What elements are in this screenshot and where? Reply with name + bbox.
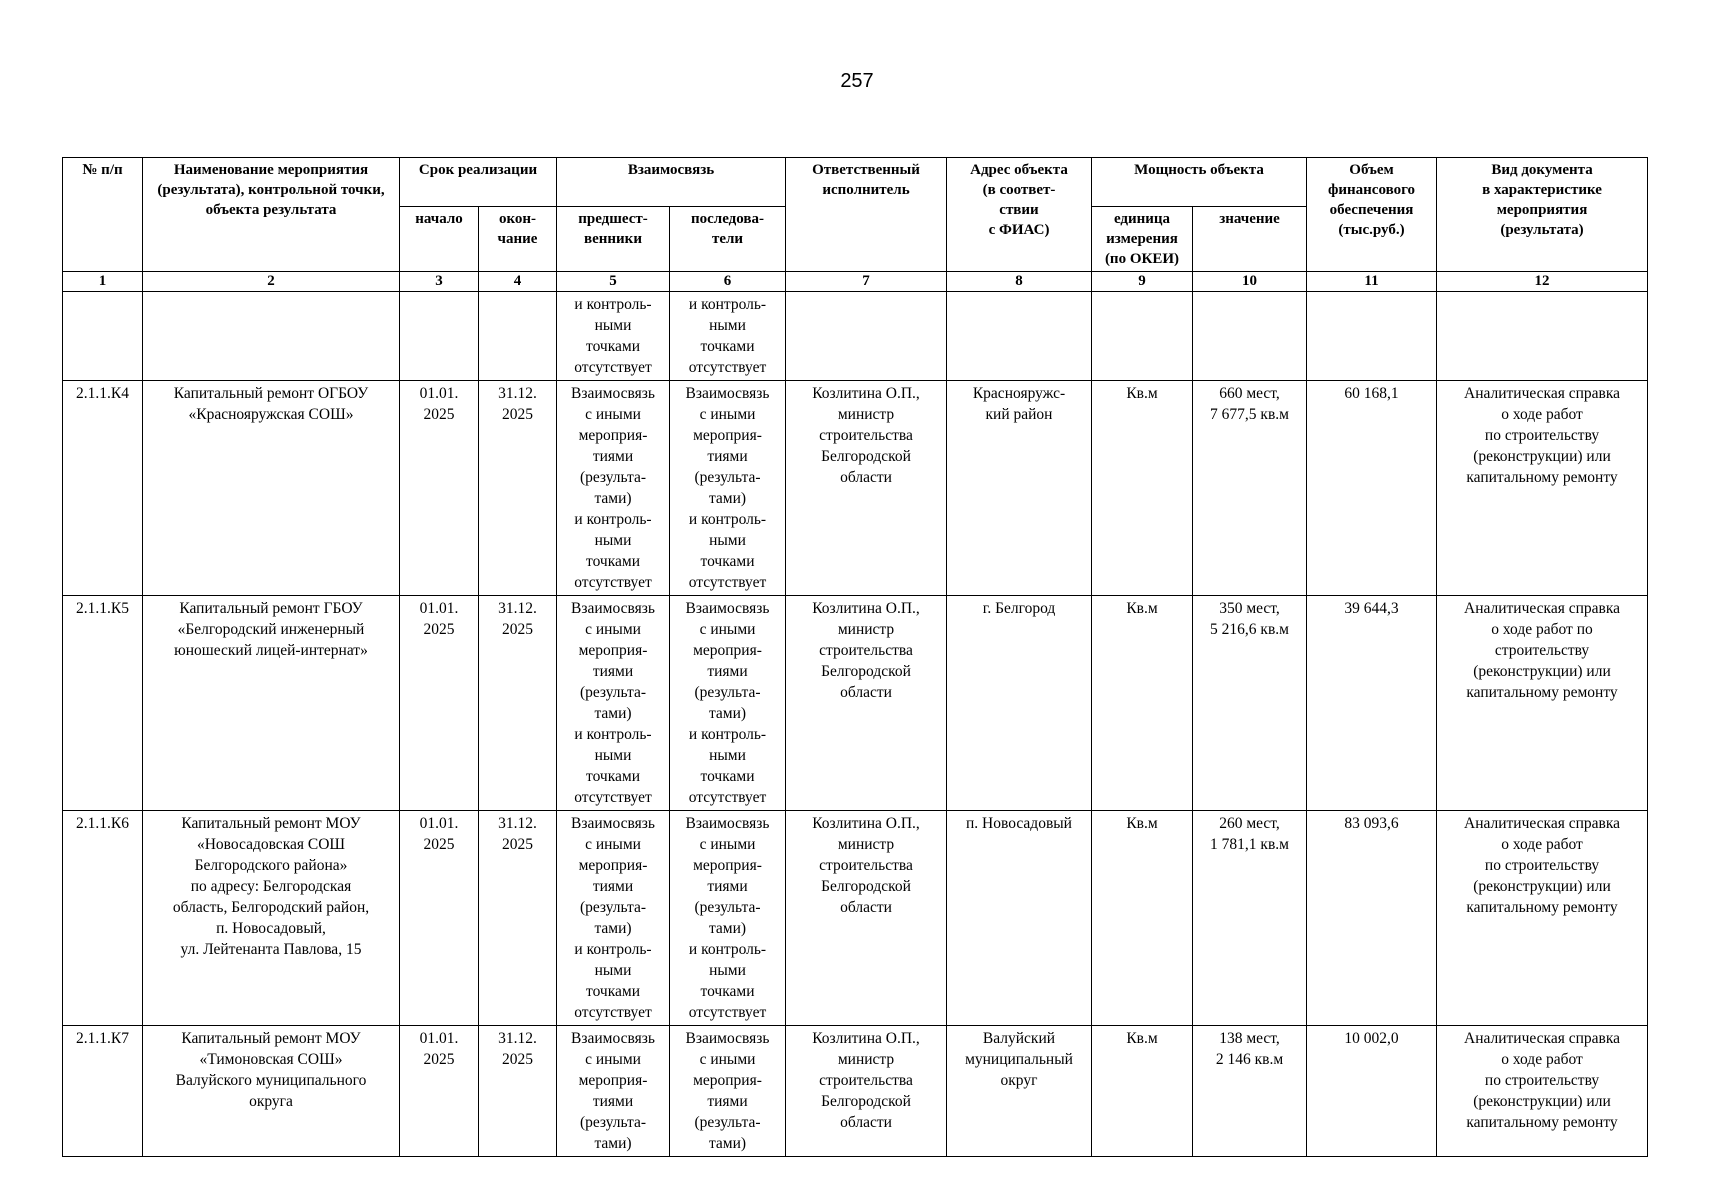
cell-end: 31.12. 2025: [479, 1026, 557, 1157]
cell-empty: [1307, 292, 1437, 381]
column-number-12: 12: [1437, 272, 1648, 292]
cell-predecessors: Взаимосвязь с иными мероприя- тиями (результа- тами): [557, 1026, 670, 1157]
cell-executor: Козлитина О.П., министр строительства Белгородской области: [786, 596, 947, 811]
header-unit: единица измерения (по ОКЕИ): [1092, 207, 1193, 272]
cell-finance: 83 093,6: [1307, 811, 1437, 1026]
cell-predecessors: и контроль- ными точками отсутствует: [557, 292, 670, 381]
cell-address: Валуйский муниципальный округ: [947, 1026, 1092, 1157]
table-row: [63, 811, 1648, 1026]
table-row: [63, 381, 1648, 596]
cell-value: 138 мест, 2 146 кв.м: [1193, 1026, 1307, 1157]
cell-start: 01.01. 2025: [400, 811, 479, 1026]
cell-empty: [1193, 292, 1307, 381]
cell-finance: 60 168,1: [1307, 381, 1437, 596]
cell-finance: 39 644,3: [1307, 596, 1437, 811]
table-row: [63, 596, 1648, 811]
cell-empty: [1437, 292, 1648, 381]
cell-predecessors: Взаимосвязь с иными мероприя- тиями (результа- тами) и контроль- ными точками отсутствует: [557, 381, 670, 596]
cell-name: Капитальный ремонт ОГБОУ «Краснояружская СОШ»: [143, 381, 400, 596]
cell-end: 31.12. 2025: [479, 381, 557, 596]
cell-start: 01.01. 2025: [400, 1026, 479, 1157]
cell-name: Капитальный ремонт ГБОУ «Белгородский инженерный юношеский лицей-интернат»: [143, 596, 400, 811]
column-number-3: 3: [400, 272, 479, 292]
header-capacity: Мощность объекта: [1092, 158, 1307, 207]
cell-address: г. Белгород: [947, 596, 1092, 811]
cell-document: Аналитическая справка о ходе работ по строительству (реконструкции) или капитальному ремонту: [1437, 1026, 1648, 1157]
cell-value: 260 мест, 1 781,1 кв.м: [1193, 811, 1307, 1026]
cell-start: 01.01. 2025: [400, 381, 479, 596]
column-number-7: 7: [786, 272, 947, 292]
cell-predecessors: Взаимосвязь с иными мероприя- тиями (результа- тами) и контроль- ными точками отсутствует: [557, 811, 670, 1026]
cell-document: Аналитическая справка о ходе работ по строительству (реконструкции) или капитальному ремонту: [1437, 596, 1648, 811]
header-start: начало: [400, 207, 479, 272]
header-predecessors: предшест- венники: [557, 207, 670, 272]
cell-start: 01.01. 2025: [400, 596, 479, 811]
cell-successors: Взаимосвязь с иными мероприя- тиями (результа- тами) и контроль- ными точками отсутствует: [670, 596, 786, 811]
column-number-4: 4: [479, 272, 557, 292]
header-number: № п/п: [63, 158, 143, 272]
header-finance: Объем финансового обеспечения (тыс.руб.): [1307, 158, 1437, 272]
column-number-11: 11: [1307, 272, 1437, 292]
header-end: окон- чание: [479, 207, 557, 272]
cell-finance: 10 002,0: [1307, 1026, 1437, 1157]
cell-successors: Взаимосвязь с иными мероприя- тиями (результа- тами): [670, 1026, 786, 1157]
header-executor: Ответственный исполнитель: [786, 158, 947, 272]
cell-successors: Взаимосвязь с иными мероприя- тиями (результа- тами) и контроль- ными точками отсутствует: [670, 381, 786, 596]
table-row: [63, 1026, 1648, 1157]
header-document: Вид документа в характеристике мероприятия (результата): [1437, 158, 1648, 272]
column-number-6: 6: [670, 272, 786, 292]
cell-end: 31.12. 2025: [479, 811, 557, 1026]
column-number-10: 10: [1193, 272, 1307, 292]
cell-end: 31.12. 2025: [479, 596, 557, 811]
header-period: Срок реализации: [400, 158, 557, 207]
cell-number: 2.1.1.К4: [63, 381, 143, 596]
plan-table: [62, 157, 1648, 1157]
cell-value: 660 мест, 7 677,5 кв.м: [1193, 381, 1307, 596]
continuation-row: [63, 292, 1648, 381]
cell-unit: Кв.м: [1092, 1026, 1193, 1157]
cell-empty: [1092, 292, 1193, 381]
column-number-2: 2: [143, 272, 400, 292]
cell-empty: [947, 292, 1092, 381]
page-number: 257: [840, 70, 874, 92]
column-number-1: 1: [63, 272, 143, 292]
cell-number: 2.1.1.К6: [63, 811, 143, 1026]
cell-predecessors: Взаимосвязь с иными мероприя- тиями (результа- тами) и контроль- ными точками отсутствует: [557, 596, 670, 811]
cell-document: Аналитическая справка о ходе работ по строительству (реконструкции) или капитальному ремонту: [1437, 811, 1648, 1026]
column-number-9: 9: [1092, 272, 1193, 292]
cell-name: Капитальный ремонт МОУ «Новосадовская СОШ Белгородского района» по адресу: Белгородская область, Белгородский район, п. Новосадовый, ул. Лейтенанта Павлова, 15: [143, 811, 400, 1026]
header-relation: Взаимосвязь: [557, 158, 786, 207]
column-number-5: 5: [557, 272, 670, 292]
cell-document: Аналитическая справка о ходе работ по строительству (реконструкции) или капитальному ремонту: [1437, 381, 1648, 596]
cell-successors: Взаимосвязь с иными мероприя- тиями (результа- тами) и контроль- ными точками отсутствует: [670, 811, 786, 1026]
cell-executor: Козлитина О.П., министр строительства Белгородской области: [786, 1026, 947, 1157]
cell-unit: Кв.м: [1092, 811, 1193, 1026]
cell-number: 2.1.1.К5: [63, 596, 143, 811]
header-value: значение: [1193, 207, 1307, 272]
cell-empty: [479, 292, 557, 381]
cell-address: Краснояружс- кий район: [947, 381, 1092, 596]
cell-address: п. Новосадовый: [947, 811, 1092, 1026]
header-successors: последова- тели: [670, 207, 786, 272]
cell-name: Капитальный ремонт МОУ «Тимоновская СОШ» Валуйского муниципального округа: [143, 1026, 400, 1157]
header-address: Адрес объекта (в соответ- ствии с ФИАС): [947, 158, 1092, 272]
column-number-8: 8: [947, 272, 1092, 292]
cell-number: 2.1.1.К7: [63, 1026, 143, 1157]
header-name: Наименование мероприятия (результата), контрольной точки, объекта результата: [143, 158, 400, 272]
cell-empty: [400, 292, 479, 381]
cell-unit: Кв.м: [1092, 596, 1193, 811]
cell-empty: [63, 292, 143, 381]
cell-empty: [143, 292, 400, 381]
cell-value: 350 мест, 5 216,6 кв.м: [1193, 596, 1307, 811]
cell-unit: Кв.м: [1092, 381, 1193, 596]
cell-successors: и контроль- ными точками отсутствует: [670, 292, 786, 381]
cell-executor: Козлитина О.П., министр строительства Белгородской области: [786, 381, 947, 596]
cell-empty: [786, 292, 947, 381]
cell-executor: Козлитина О.П., министр строительства Белгородской области: [786, 811, 947, 1026]
